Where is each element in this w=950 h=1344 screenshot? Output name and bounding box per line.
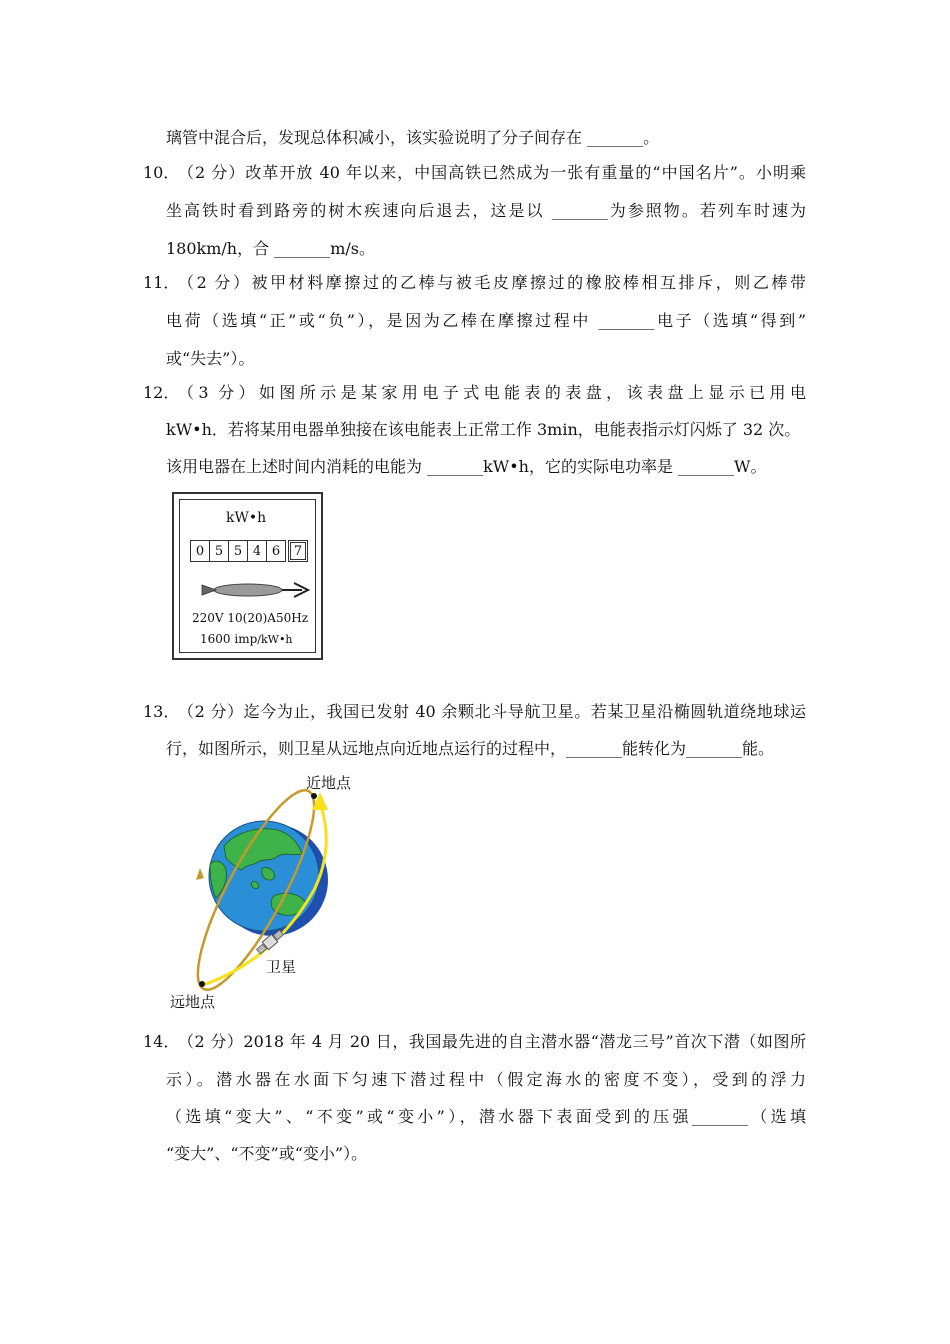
meter-imp-value: 1600 imp — [200, 632, 258, 646]
meter-digit: 4 — [247, 540, 267, 562]
meter-digits — [190, 540, 307, 562]
meter-unit: kW•h — [226, 510, 267, 526]
satellite-label: 卫星 — [266, 958, 297, 976]
perigee-label: 近地点 — [306, 774, 352, 792]
q14-line4: “变大”、“不变”或“变小”）。 — [166, 1144, 368, 1163]
q11-number: 11． — [143, 273, 180, 292]
meter-digit-last: 7 — [288, 540, 308, 562]
apogee-dot — [199, 981, 205, 987]
q14-line1: （2 分）2018 年 4 月 20 日，我国最先进的自主潜水器“潜龙三号”首次下潜（如图所 — [178, 1032, 806, 1051]
meter-disc-arrow-icon — [198, 579, 310, 601]
q12-line1: （3 分）如图所示是某家用电子式电能表的表盘，该表盘上显示已用电 — [178, 383, 806, 402]
small-island — [251, 881, 258, 888]
q13-number: 13． — [143, 702, 180, 721]
q10-line3: 180km/h，合 _______m/s。 — [166, 239, 375, 258]
meter-digit: 5 — [228, 540, 248, 562]
q9-line: 璃管中混合后，发现总体积减小，该实验说明了分子间存在 _______。 — [166, 128, 660, 147]
q11-line1: （2 分）被甲材料摩擦过的乙棒与被毛皮摩擦过的橡胶棒相互排斥，则乙棒带 — [178, 273, 806, 292]
meter-spec-line2 — [200, 632, 293, 647]
q10-number: 10． — [143, 163, 180, 182]
satellite-orbit-figure — [166, 770, 366, 1015]
q12-number: 12． — [143, 383, 180, 402]
perigee-dot — [311, 793, 317, 799]
electric-meter-figure — [172, 492, 323, 660]
q13-line1: （2 分）迄今为止，我国已发射 40 余颗北斗导航卫星。若某卫星沿椭圆轨道绕地球运 — [178, 702, 806, 721]
meter-digit: 5 — [209, 540, 229, 562]
q11-line2: 电荷（选填“正”或“负”），是因为乙棒在摩擦过程中 _______电子（选填“得到” — [166, 311, 806, 330]
apogee-label: 远地点 — [170, 993, 216, 1011]
q13-line2: 行，如图所示，则卫星从远地点向近地点运行的过程中，_______能转化为_______能。 — [166, 739, 775, 758]
meter-digit: 6 — [266, 540, 286, 562]
q12-line2: kW•h．若将某用电器单独接在该电能表上正常工作 3min，电能表指示灯闪烁了 32 次。 — [166, 420, 801, 439]
q14-line3: （选填“变大”、“不变”或“变小”），潜水器下表面受到的压强_______（选填 — [166, 1107, 806, 1126]
q10-line2: 坐高铁时看到路旁的树木疾速向后退去，这是以 _______为参照物。若列车时速为 — [166, 201, 806, 220]
earth-orbit-drawing — [166, 770, 366, 1015]
q12-line3: 该用电器在上述时间内消耗的电能为 _______kW•h，它的实际电功率是 _______W。 — [166, 457, 767, 476]
orbit-arrow-icon — [196, 868, 204, 880]
q14-number: 14． — [143, 1032, 180, 1051]
meter-spec-line1: 220V 10(20)A50Hz — [192, 611, 309, 625]
meter-digit: 0 — [190, 540, 210, 562]
q14-line2: 示）。潜水器在水面下匀速下潜过程中（假定海水的密度不变），受到的浮力 — [166, 1070, 806, 1089]
q10-line1: （2 分）改革开放 40 年以来，中国高铁已然成为一张有重量的“中国名片”。小明乘 — [178, 163, 806, 182]
meter-imp-unit: /kW•h — [257, 633, 293, 646]
meter-face — [179, 499, 316, 653]
q11-line3: 或“失去”）。 — [166, 349, 255, 368]
